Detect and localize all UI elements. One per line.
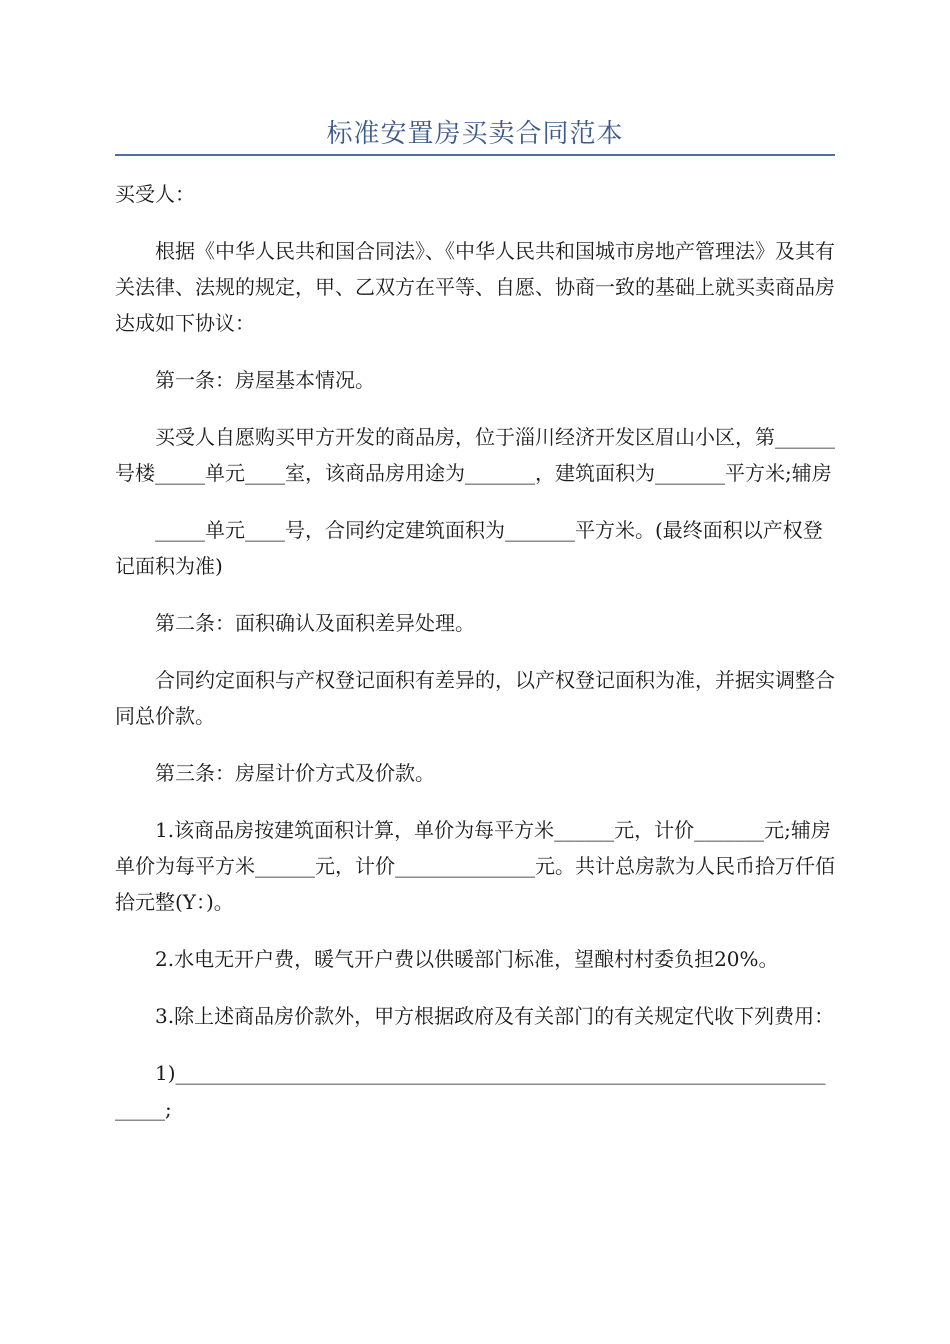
paragraph-price-3: 3.除上述商品房价款外，甲方根据政府及有关部门的有关规定代收下列费用： <box>155 1004 835 1028</box>
buyer-line: 买受人： <box>115 182 195 206</box>
article-1-heading: 第一条：房屋基本情况。 <box>155 368 375 392</box>
paragraph-price-2: 2.水电无开户费，暖气开户费以供暖部门标准，望酿村村委负担20%。 <box>155 947 779 971</box>
article-2-heading: 第二条：面积确认及面积差异处理。 <box>155 611 475 635</box>
document-body <box>115 176 835 1148</box>
title-underline <box>115 154 835 156</box>
paragraph-legal-basis: 根据《中华人民共和国合同法》、《中华人民共和国城市房地产管理法》及其有关法律、法规的规定，甲、乙双方在平等、自愿、协商一致的基础上就买卖商品房达成如下协议： <box>115 239 835 335</box>
document-title: 标准安置房买卖合同范本 <box>326 119 624 149</box>
paragraph-house-info: 买受人自愿购买甲方开发的商品房，位于淄川经济开发区眉山小区，第______号楼_____单元____室，该商品房用途为_______，建筑面积为_______平方米;辅房 <box>115 425 835 485</box>
paragraph-price-1: 1.该商品房按建筑面积计算，单价为每平方米______元，计价_______元;辅房单价为每平方米______元，计价______________元。共计总房款为人民币拾万仟佰拾元整(Y：)。 <box>115 818 835 914</box>
paragraph-fee-item-1: 1)______________________________________________________________________; <box>115 1061 826 1121</box>
paragraph-auxiliary-room: _____单元____号，合同约定建筑面积为_______平方米。(最终面积以产权登记面积为准) <box>115 518 823 578</box>
paragraph-area-difference: 合同约定面积与产权登记面积有差异的，以产权登记面积为准，并据实调整合同总价款。 <box>115 668 835 728</box>
article-3-heading: 第三条：房屋计价方式及价款。 <box>155 761 435 785</box>
